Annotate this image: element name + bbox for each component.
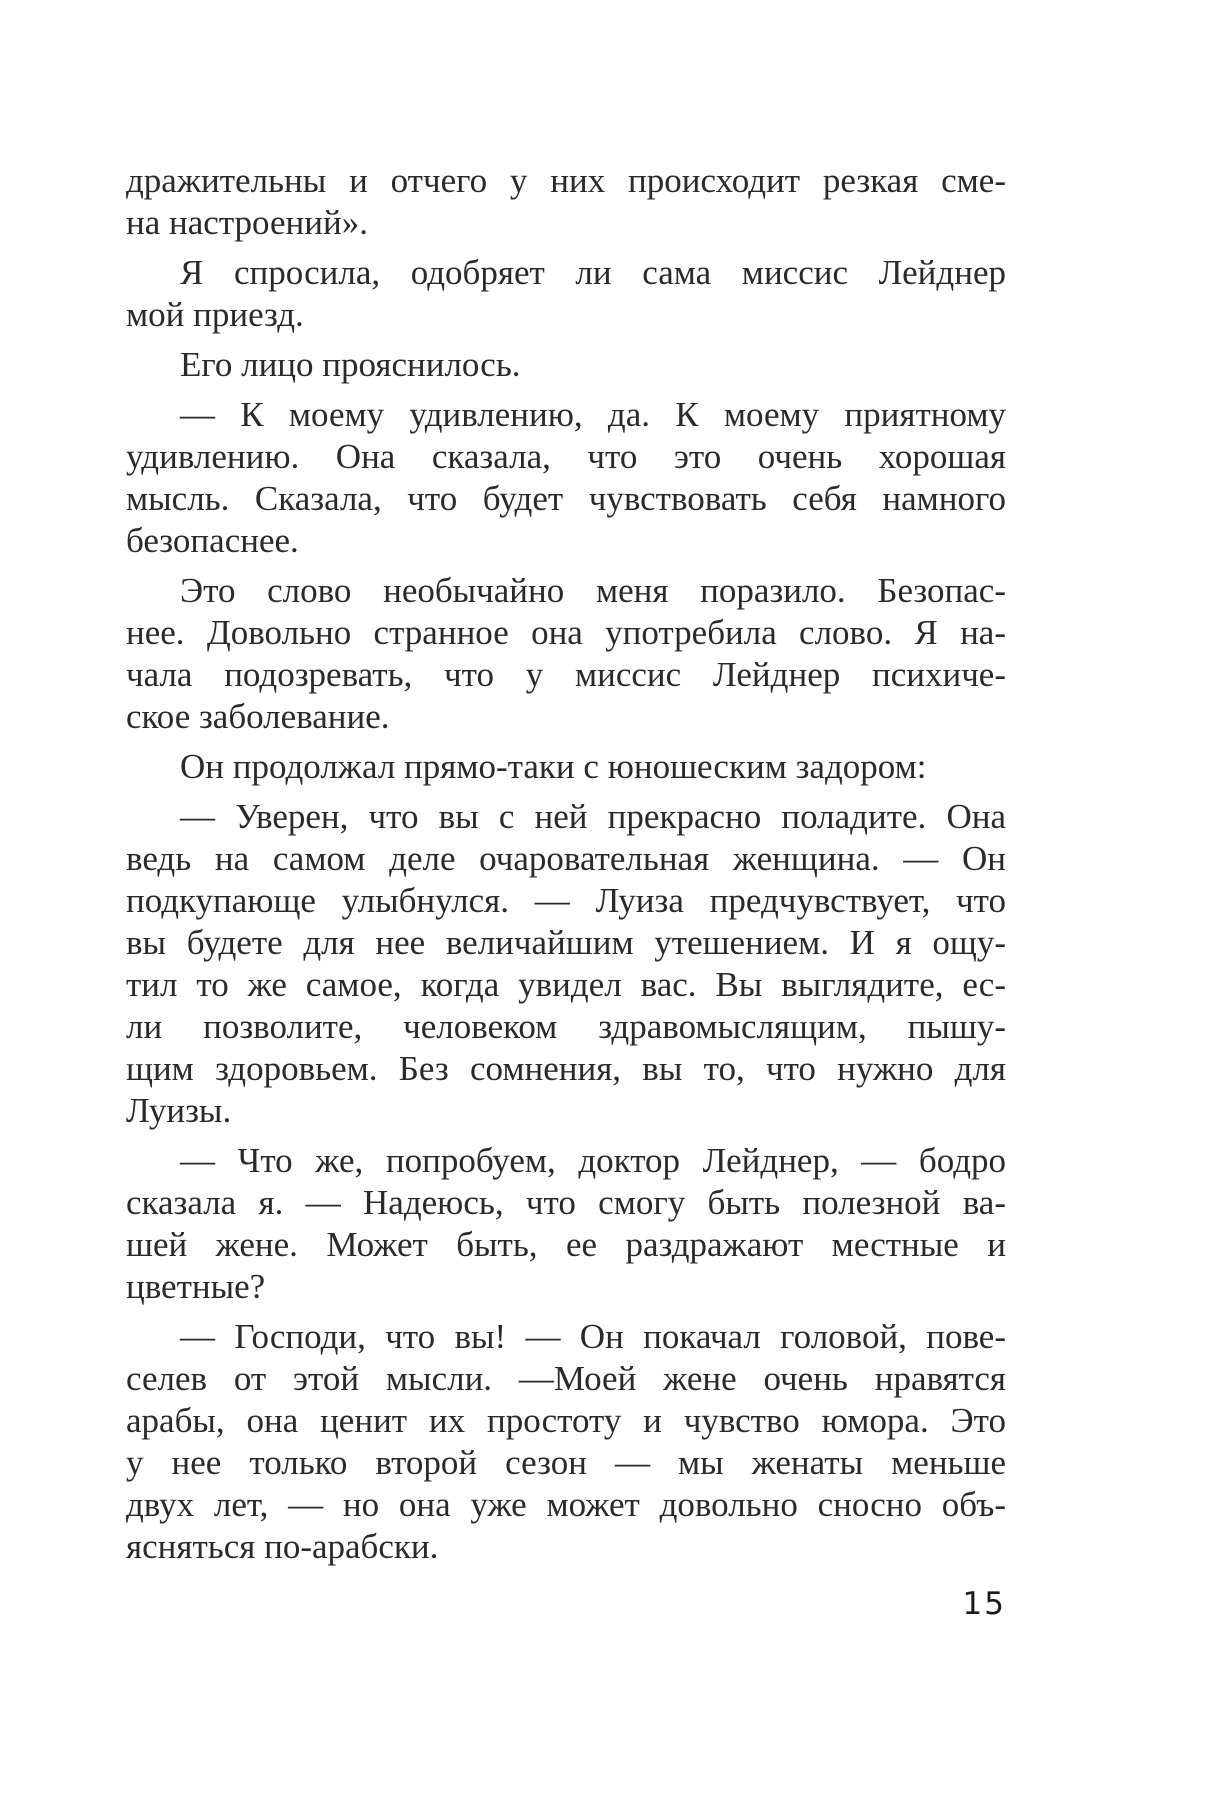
body-text [126,160,1006,1568]
text-line: подкупающе улыбнулся. — Луиза предчувствует, что [126,881,1006,920]
text-line: Я спросила, одобряет ли сама миссис Лейднер [180,253,1006,292]
text-line: у нее только второй сезон — мы женаты меньше [126,1443,1006,1482]
text-line: цветные? [126,1267,266,1306]
page-number: 15 [962,1586,1006,1622]
text-line: шей жене. Может быть, ее раздражают местные и [126,1225,1006,1264]
text-line: безопаснее. [126,521,299,560]
text-line: ведь на самом деле очаровательная женщина. — Он [126,839,1006,878]
text-line: селев от этой мысли. —Моей жене очень нравятся [126,1359,1006,1398]
text-line: сказала я. — Надеюсь, что смогу быть полезной ва- [126,1183,1006,1222]
text-line: — К моему удивлению, да. К моему приятному [180,395,1006,434]
text-line: чала подозревать, что у миссис Лейднер психиче- [126,655,1006,694]
text-line: Он продолжал прямо-таки с юношеским задором: [180,747,927,786]
text-line: мой приезд. [126,295,304,334]
text-line: ясняться по-арабски. [126,1527,439,1566]
text-line: Его лицо прояснилось. [180,345,521,384]
text-line: ли позволите, человеком здравомыслящим, пышу- [126,1007,1006,1046]
text-line: двух лет, — но она уже может довольно сносно объ- [126,1485,1006,1524]
text-line: арабы, она ценит их простоту и чувство юмора. Это [126,1401,1006,1440]
text-line: тил то же самое, когда увидел вас. Вы выглядите, ес- [126,965,1006,1004]
text-line: Луизы. [126,1091,232,1130]
text-line: — Господи, что вы! — Он покачал головой, пове- [180,1317,1006,1356]
text-line: вы будете для нее величайшим утешением. И я ощу- [126,923,1006,962]
text-line: щим здоровьем. Без сомнения, вы то, что нужно для [126,1049,1006,1088]
text-line: — Что же, попробуем, доктор Лейднер, — бодро [180,1141,1006,1180]
text-line: удивлению. Она сказала, что это очень хорошая [126,437,1006,476]
text-line: мысль. Сказала, что будет чувствовать себя намного [126,479,1006,518]
text-line: Это слово необычайно меня поразило. Безопас- [180,571,1006,610]
text-line: — Уверен, что вы с ней прекрасно поладите. Она [180,797,1006,836]
text-line: ское заболевание. [126,697,390,736]
text-line: на настроений». [126,203,368,242]
text-line: дражительны и отчего у них происходит резкая сме- [126,161,1006,200]
text-line: нее. Довольно странное она употребила слово. Я на- [126,613,1006,652]
